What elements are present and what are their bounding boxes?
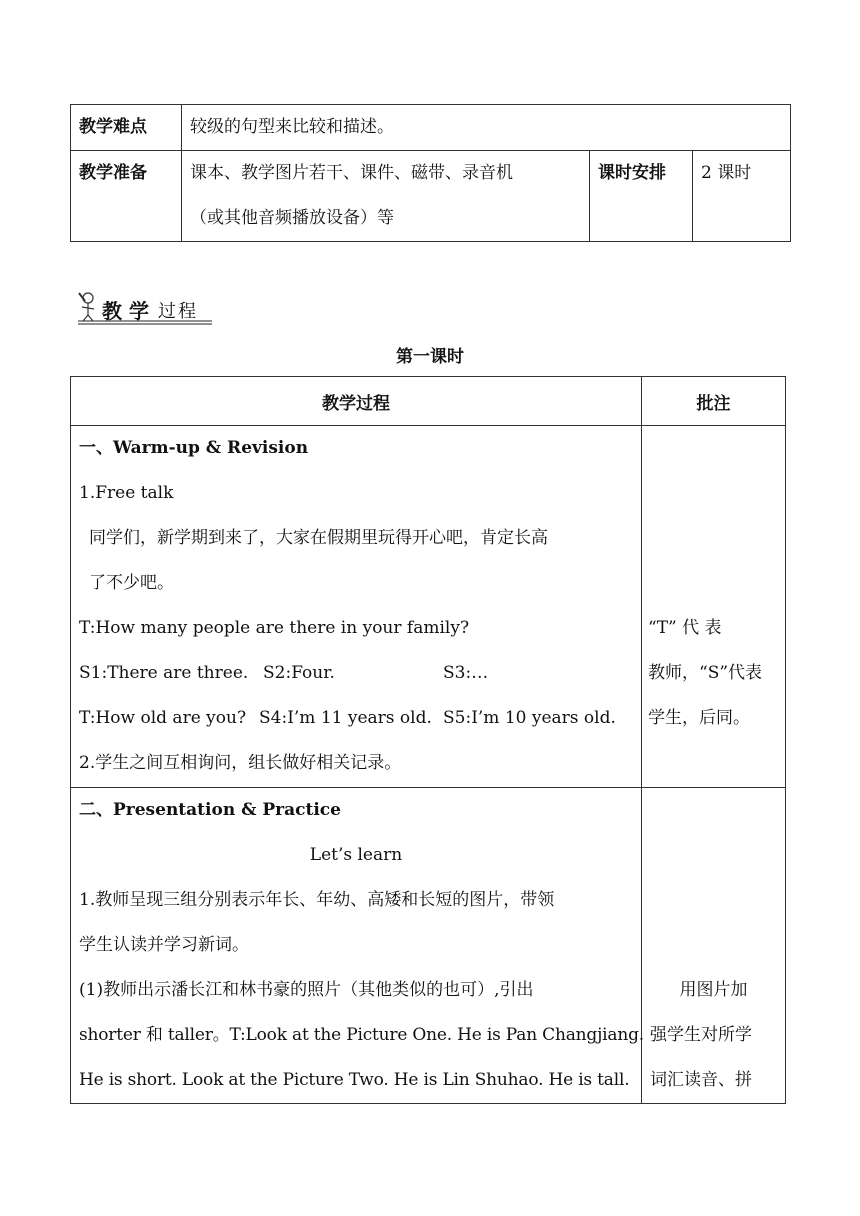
- schedule-label: 课时安排: [590, 151, 693, 242]
- note-line: 用图片加: [679, 980, 748, 1000]
- preparation-value-line1: 课本、教学图片若干、课件、磁带、录音机: [190, 163, 513, 183]
- dialogue-t: T:How old are you?: [79, 708, 247, 728]
- presentation-line: shorter 和 taller。T:Look at the Picture One. He is Pan Changjiang.: [79, 1025, 644, 1045]
- preparation-value-line2: （或其他音频播放设备）等: [190, 208, 394, 228]
- dialogue-s1: S1:There are three.: [79, 663, 249, 683]
- presentation-line: (1)教师出示潘长江和林书豪的照片（其他类似的也可）,引出: [79, 980, 534, 1000]
- info-table: [70, 104, 791, 242]
- dialogue-t-line: [79, 696, 633, 741]
- note-line: 词汇读音、拼: [650, 1070, 752, 1090]
- process-header: 教学过程: [71, 377, 642, 426]
- pencil-figure-icon: [79, 293, 94, 321]
- difficulty-value: 较级的句型来比较和描述。: [182, 105, 791, 151]
- warmup-line: 2.学生之间互相询问，组长做好相关记录。: [79, 753, 402, 773]
- preparation-row: [71, 151, 791, 242]
- preparation-value: [182, 151, 590, 242]
- presentation-heading: 二、Presentation & Practice: [79, 800, 341, 820]
- warmup-content: [71, 426, 642, 788]
- section-header: [76, 289, 216, 329]
- note-line: “T” 代 表: [648, 618, 722, 638]
- dialogue-s3: S3:…: [443, 663, 489, 683]
- lets-learn-subheading: Let’s learn: [309, 845, 403, 865]
- dialogue-s4: S4:I’m 11 years old.: [259, 708, 432, 728]
- warmup-note: [642, 426, 786, 788]
- difficulty-label: 教学难点: [71, 105, 182, 151]
- presentation-line: 1.教师呈现三组分别表示年长、年幼、高矮和长短的图片，带领: [79, 890, 555, 910]
- dialogue-s-line: [79, 651, 633, 696]
- presentation-note: [642, 788, 786, 1104]
- warmup-line: 了不少吧。: [89, 573, 174, 593]
- presentation-line: 学生认读并学习新词。: [79, 935, 249, 955]
- section-header-char1: 教: [102, 299, 122, 323]
- difficulty-row: [71, 105, 791, 151]
- presentation-content: [71, 788, 642, 1104]
- note-line: 学生，后同。: [648, 708, 750, 728]
- warmup-heading: 一、Warm-up & Revision: [79, 438, 309, 458]
- note-line: 强学生对所学: [650, 1025, 752, 1045]
- dialogue-s2: S2:Four.: [263, 663, 335, 683]
- presentation-row: [71, 788, 786, 1104]
- dialogue-s5: S5:I’m 10 years old.: [443, 708, 616, 728]
- warmup-line: 同学们，新学期到来了，大家在假期里玩得开心吧，肯定长高: [89, 528, 548, 548]
- process-header-row: [71, 377, 786, 426]
- section-header-char2: 学: [129, 299, 149, 323]
- notes-header: 批注: [642, 377, 786, 426]
- process-table: [70, 376, 786, 1104]
- warmup-line: 1.Free talk: [79, 483, 174, 503]
- presentation-line: He is short. Look at the Picture Two. He is Lin Shuhao. He is tall.: [79, 1070, 630, 1090]
- lesson-title: 第一课时: [396, 347, 464, 367]
- preparation-label: 教学准备: [71, 151, 182, 242]
- warmup-row: [71, 426, 786, 788]
- schedule-value: 2 课时: [693, 151, 791, 242]
- note-line: 教师，“S”代表: [648, 663, 763, 683]
- section-header-char3: 过程: [158, 301, 198, 322]
- warmup-line: T:How many people are there in your family?: [79, 618, 470, 638]
